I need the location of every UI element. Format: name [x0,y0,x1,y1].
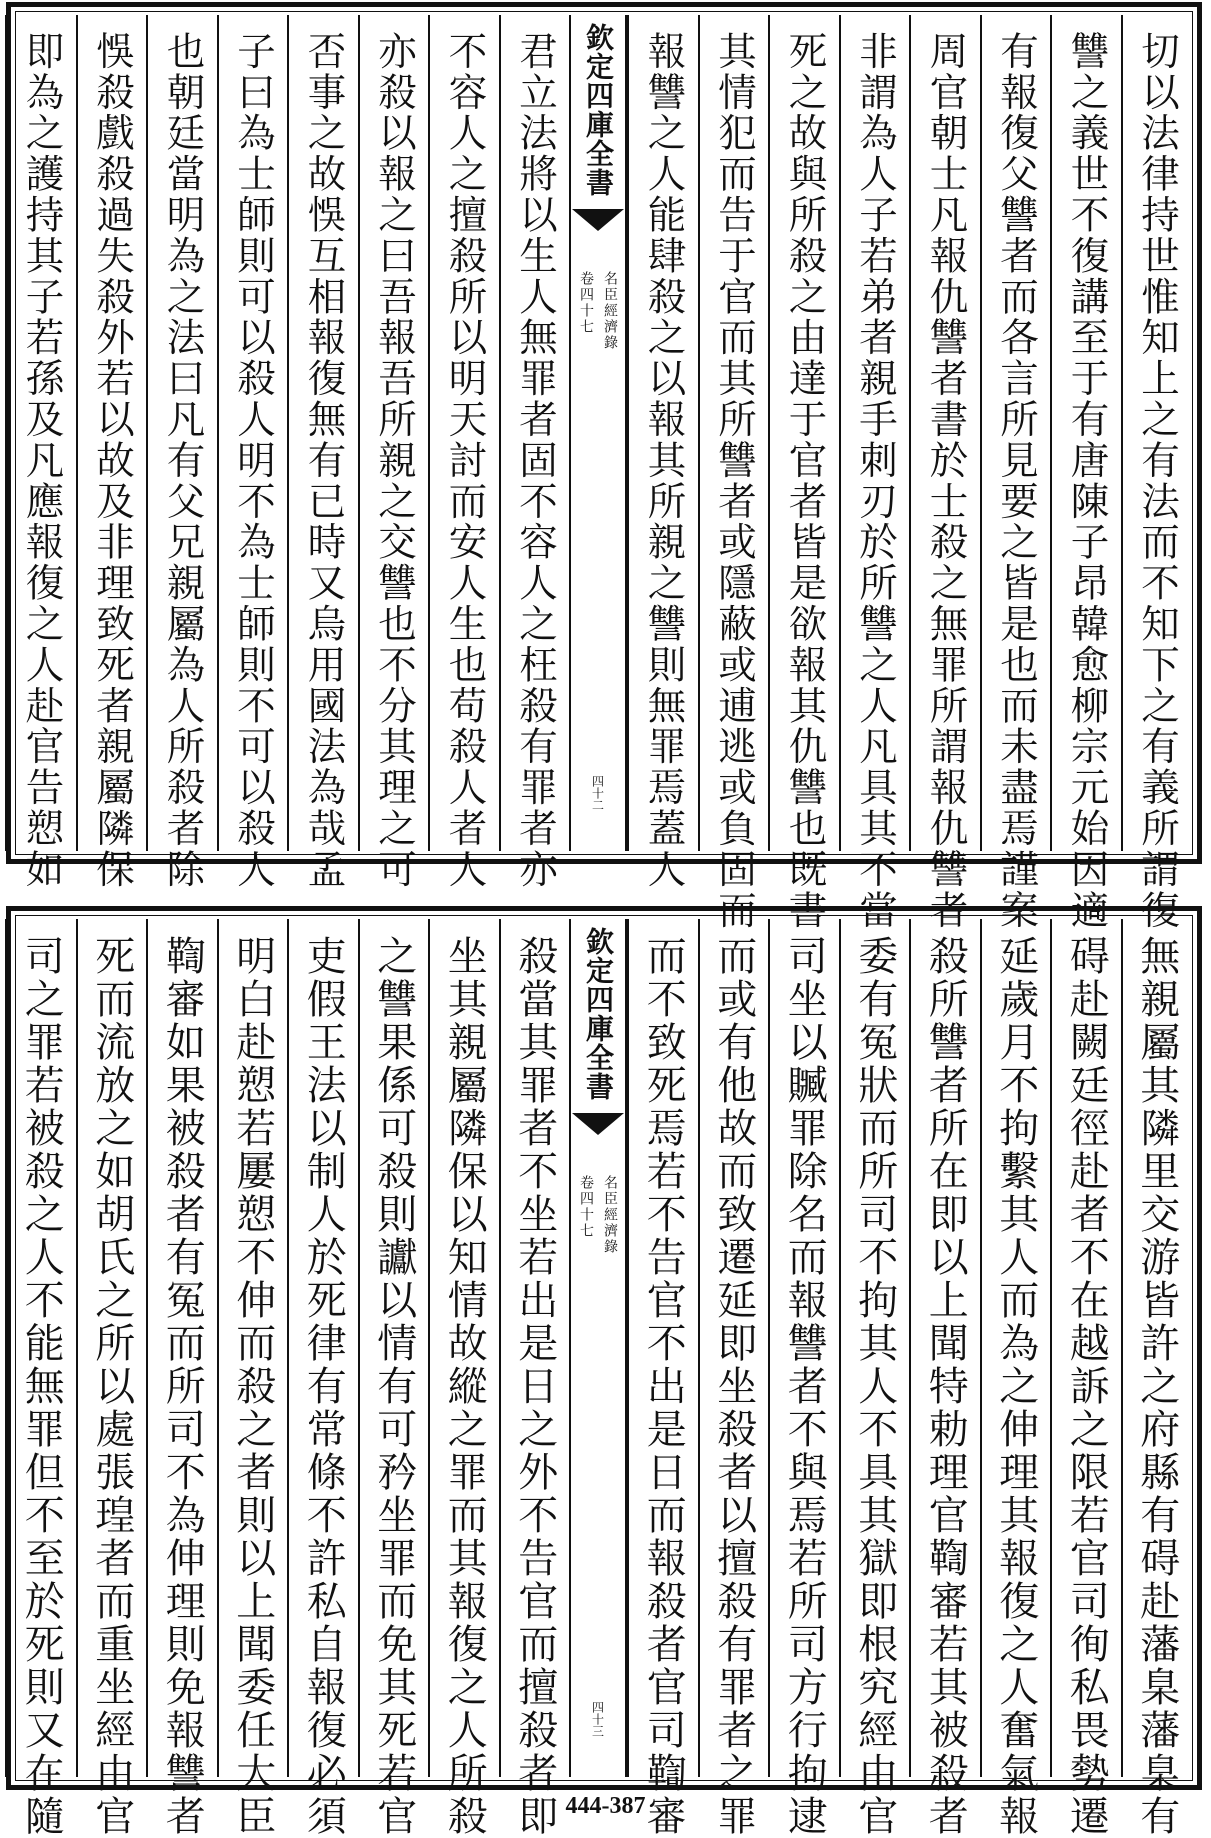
column-text: 也朝廷當明為之法曰凡有父兄親屬為人所殺者除 [160,31,206,890]
text-column [217,15,288,890]
page-number-footer: 444-387 [565,1793,646,1819]
column-text: 死而流放之如胡氏之所以處張瑝者而重坐經由官 [88,935,135,1838]
text-column [627,919,698,1838]
column-text: 亦殺以報之曰吾報吾所親之交讐也不分其理之可 [372,31,417,890]
column-text: 報讐之人能肆殺之以報其所親之讐則無罪焉蓋人 [641,31,687,890]
book-title: 欽定四庫全書 [582,23,615,197]
column-text: 之讐果係可殺則讞以情有可矜坐罪而免其死若官 [370,935,417,1838]
column-text: 非謂為人子若弟者親手刺刃於所讐之人凡具其不當 [853,31,898,931]
column-text: 否事之故悞互相報復無有已時又烏用國法為哉孟 [301,31,347,890]
text-column [1050,919,1121,1838]
text-column [146,919,217,1838]
text-column [5,919,76,1838]
text-column [980,919,1051,1838]
text-column [76,919,147,1838]
column-text: 即為之護持其子若孫及凡應報復之人赴官告愬如 [19,31,65,890]
column-text: 不容人之擅殺所以明天討而安人生也苟殺人者人 [442,31,488,890]
text-column [839,919,910,1838]
text-column [1050,15,1121,931]
text-column [768,919,839,1838]
text-column [1121,919,1192,1838]
column-text: 殺當其罪者不坐若出是日之外不告官而擅殺者即 [511,935,558,1838]
text-column [358,15,429,890]
column-text: 坐其親屬隣保以知情故縱之罪而其報復之人所殺 [441,935,488,1838]
column-text: 死之故與所殺之由達于官者皆是欲報其仇讐也既書 [782,31,828,931]
text-column [698,15,769,931]
column-text: 無親屬其隣里交游皆許之府縣有碍赴藩臬藩臬有 [1133,935,1180,1838]
column-text: 而或有他故而致遷延即坐殺者以擅殺有罪者之罪 [710,935,757,1838]
column-text: 鞫審如果被殺者有冤而所司不為伸理則免報讐者 [159,935,206,1838]
column-text: 讐之義世不復講至于有唐陳子昂韓愈柳宗元始因適 [1064,31,1110,931]
text-column [428,919,499,1838]
fishtail-mark [572,1113,624,1135]
center-fold [569,919,627,1777]
text-column [499,919,570,1838]
fishtail-mark [572,209,624,231]
column-text: 延歲月不拘繫其人而為之伸理其報復之人奮氣報 [992,935,1039,1838]
text-column [76,15,147,890]
column-text: 子曰為士師則可以殺人明不為士師則不可以殺人 [231,31,276,890]
column-text: 君立法將以生人無罪者固不容人之枉殺有罪者亦 [513,31,558,890]
text-column [287,919,358,1838]
text-column [1121,15,1192,931]
column-text: 殺所讐者所在即以上聞特勅理官鞫審若其被殺者 [922,935,969,1838]
text-column [980,15,1051,931]
volume-info [576,271,620,351]
text-column [909,15,980,931]
column-text: 明白赴愬若屢愬不伸而殺之者則以上聞委任大臣 [229,935,276,1838]
column-text: 吏假王法以制人於死律有常條不許私自報復必須 [300,935,347,1838]
folio-number: 四十三 [590,1701,605,1737]
center-fold [569,15,627,851]
text-column [768,15,839,931]
volume-info-line: 卷四十七 [578,1175,594,1239]
text-column [698,919,769,1838]
text-column [146,15,217,890]
column-text: 司坐以贓罪除名而報讐者不與焉若所司方行拘逮 [781,935,828,1838]
volume-info-line: 名臣經濟錄 [602,271,618,351]
column-text: 碍赴闕廷徑赴者不在越訴之限若官司徇私畏勢遷 [1063,935,1110,1838]
column-text: 司之罪若被殺之人不能無罪但不至於死則又在隨 [18,935,65,1838]
folio-number: 四十二 [590,775,605,811]
volume-info-line: 卷四十七 [578,271,594,335]
book-title: 欽定四庫全書 [582,927,615,1101]
column-text: 委有冤狀而所司不拘其人不具其獄即根究經由官 [851,935,898,1838]
column-text: 有報復父讐者而各言所見要之皆是也而未盡焉謹案 [994,31,1039,931]
column-text: 悞殺戲殺過失殺外若以故及非理致死者親屬隣保 [90,31,135,890]
text-column [358,919,429,1838]
text-column [499,15,570,890]
column-text: 切以法律持世惟知上之有法而不知下之有義所謂復 [1135,31,1180,931]
text-column [5,15,76,890]
text-column [217,919,288,1838]
volume-info-line: 名臣經濟錄 [602,1175,618,1255]
column-text: 其情犯而告于官而其所讐者或隱蔽或逋逃或負固而 [712,31,757,931]
text-column [909,919,980,1838]
text-column [428,15,499,890]
text-column [839,15,910,931]
text-column [287,15,358,890]
volume-info [576,1175,620,1255]
text-column [627,15,698,890]
top-page [6,2,1202,931]
column-text: 周官朝士凡報仇讐者書於士殺之無罪所謂報仇讐者 [923,31,969,931]
column-text: 而不致死焉若不告官不出是日而報殺者官司鞫審 [640,935,687,1838]
